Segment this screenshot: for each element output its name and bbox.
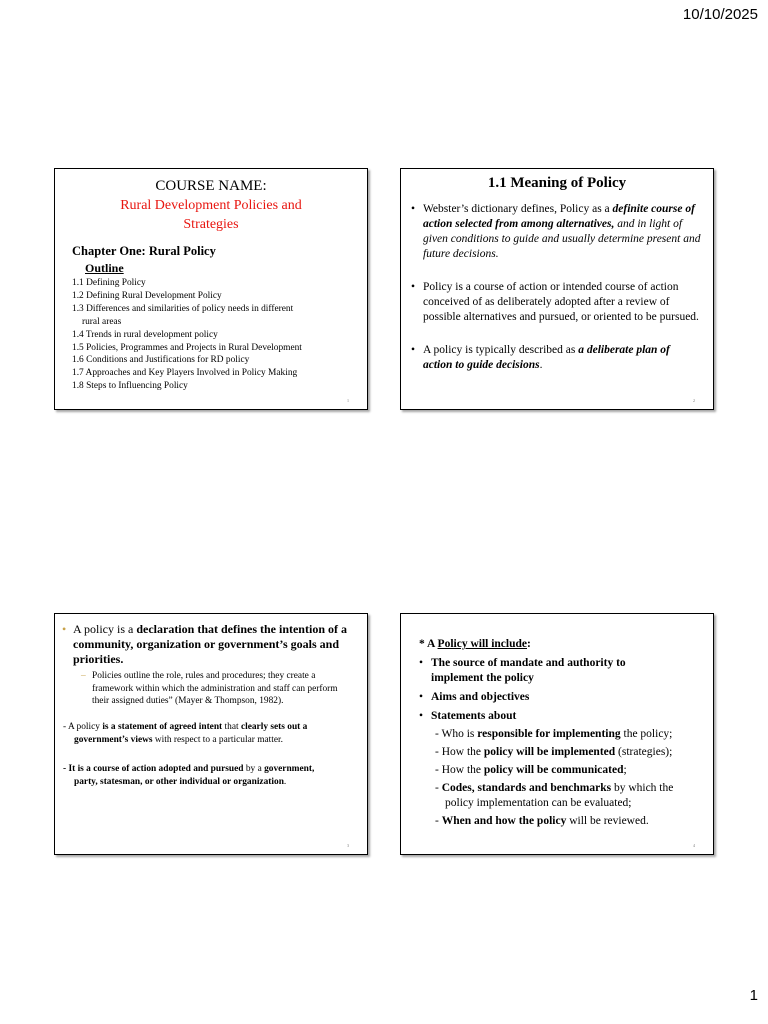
text: by which the [611, 782, 674, 794]
text: will be reviewed. [566, 815, 649, 827]
chapter-heading: Chapter One: Rural Policy [72, 244, 216, 258]
bullet-statements: • Statements about [431, 709, 703, 724]
sub-bullet-framework: – Policies outline the role, rules and procedures; they create a framework within which the administration and staff can perform their assigned duties” (Mayer & Thompson, 1982). [92, 670, 357, 708]
text: . [283, 777, 287, 788]
dash-item-implemented [435, 745, 703, 760]
emphasis: government, [264, 764, 315, 775]
text: ; [623, 764, 627, 776]
text: - [435, 782, 442, 794]
outline-list [55, 277, 367, 393]
emphasis: When and how the policy [441, 815, 567, 827]
text: implement the policy [431, 672, 534, 684]
emphasis: policy will be implemented [483, 746, 616, 758]
text: - How the [435, 746, 484, 758]
dash-item-statement [63, 721, 357, 747]
dash-item-communicated [435, 763, 703, 778]
text: - [435, 815, 442, 827]
emphasis: is a statement of agreed intent [102, 721, 223, 732]
text: . [539, 359, 543, 371]
outline-heading: Outline [85, 261, 124, 275]
dash-item-codes [435, 781, 703, 811]
underlined-text: Policy will include [437, 638, 527, 650]
text: that [222, 721, 241, 732]
outline-item: 1.2 Defining Rural Development Policy [72, 290, 222, 301]
policy-include-heading [419, 637, 713, 652]
outline-item: 1.1 Defining Policy [72, 278, 146, 288]
dash-item-course-of-action [63, 763, 357, 789]
emphasis: Codes, standards and benchmarks [441, 782, 612, 794]
continuation: policy implementation can be evaluated; [445, 797, 632, 809]
emphasis: government’s views [74, 734, 153, 745]
slide-title: 1.1 Meaning of Policy [487, 175, 627, 191]
text: - A policy [63, 721, 103, 732]
text: the policy; [620, 728, 673, 740]
outline-item: 1.7 Approaches and Key Players Involved in Policy Making [72, 368, 298, 379]
text: by a [243, 764, 265, 775]
course-name-label: COURSE NAME: [155, 178, 267, 194]
bullet-declaration [73, 622, 359, 667]
emphasis: a deliberate plan of action to guide decisions [423, 344, 670, 371]
dash-item-reviewed [435, 814, 703, 829]
text-italic: and in light of given conditions to guide and usually determine present and future decisions. [423, 218, 701, 260]
text: - How the [435, 764, 484, 776]
outline-item: 1.4 Trends in rural development policy [72, 329, 218, 340]
text: The source of mandate and authority to [431, 657, 626, 669]
text: - Who is [435, 728, 478, 740]
outline-item [72, 316, 359, 329]
text: : [527, 638, 531, 650]
bullet-aims: • Aims and objectives [431, 690, 703, 705]
text: with respect to a particular matter. [152, 734, 283, 745]
course-title [85, 196, 337, 234]
emphasis: - It is a course of action adopted and pursued [63, 764, 244, 775]
slide-number: 2 [693, 398, 695, 403]
text: * A [419, 638, 438, 650]
slide-number: 1 [347, 398, 349, 403]
bullet-course-of-action: • Policy is a course of action or intended course of action conceived of as deliberately adopted after a review of possible alternatives and pursued, or oriented to be pursued. [423, 280, 701, 325]
outline-item: 1.8 Steps to Influencing Policy [72, 381, 188, 392]
print-date: 10/10/2025 [682, 6, 758, 23]
page-number: 1 [749, 987, 758, 1004]
bullet-websters-definition [423, 202, 701, 262]
outline-item: 1.5 Policies, Programmes and Projects in Rural Development [72, 342, 302, 353]
text: A policy is typically described as [423, 344, 579, 356]
slide-2 [400, 168, 714, 410]
slide-number: 4 [693, 843, 695, 848]
text: A policy is a [73, 622, 137, 636]
outline-item: 1.3 Differences and similarities of policy needs in different [72, 303, 294, 314]
slide-1 [54, 168, 368, 410]
emphasis: party, statesman, or other individual or organization [74, 777, 284, 788]
outline-item-continuation: rural areas [82, 316, 122, 327]
continuation [63, 734, 357, 747]
emphasis: policy will be communicated [483, 764, 624, 776]
bullet-deliberate-plan [423, 343, 701, 373]
course-title-line-1: Rural Development Policies and [120, 198, 302, 213]
text: Webster’s dictionary defines, Policy as a [423, 203, 613, 215]
emphasis: declaration that defines the intention of a community, organization or government’s goals and priorities. [73, 622, 347, 666]
slide-number: 3 [347, 843, 349, 848]
emphasis: definite course of action selected from among alternatives, [423, 203, 695, 230]
outline-item: 1.6 Conditions and Justifications for RD policy [72, 355, 250, 366]
emphasis: responsible for implementing [477, 728, 621, 740]
text: (strategies); [615, 746, 673, 758]
emphasis: clearly sets out a [240, 721, 308, 732]
course-title-line-2: Strategies [183, 217, 239, 232]
continuation [63, 776, 357, 789]
slide-3 [54, 613, 368, 855]
dash-item-responsible [435, 727, 703, 742]
bullet-mandate [431, 656, 703, 686]
slide-4 [400, 613, 714, 855]
